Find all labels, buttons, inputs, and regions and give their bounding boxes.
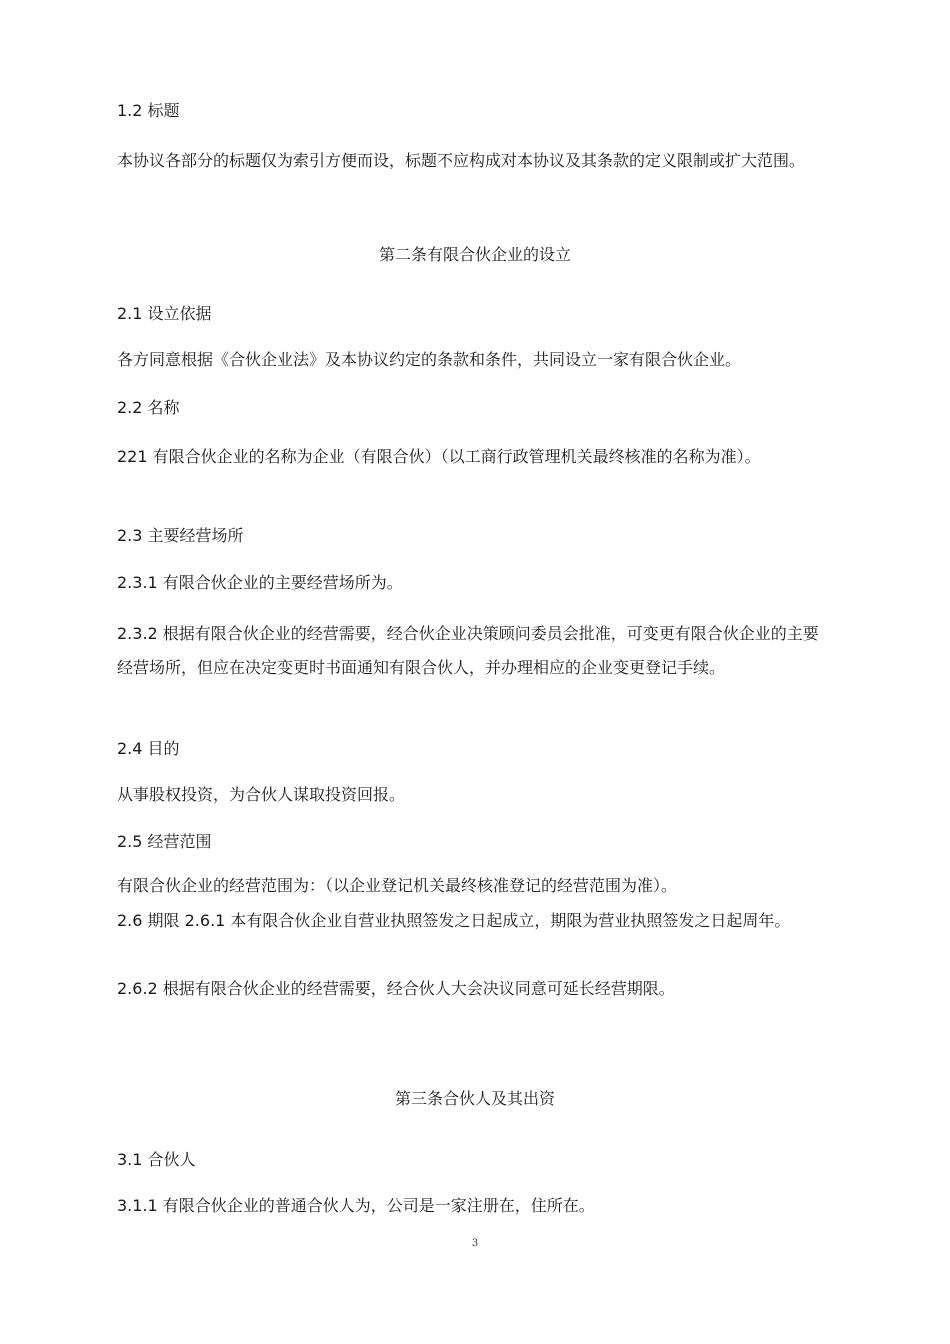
paragraph-business-scope: 有限合伙企业的经营范围为：（以企业登记机关最终核准登记的经营范围为准）。: [117, 876, 678, 895]
paragraph-2-3-1: 2.3.1 有限合伙企业的主要经营场所为。: [117, 573, 403, 592]
paragraph-2-3-2: 2.3.2 根据有限合伙企业的经营需要，经合伙企业决策顾问委员会批准，可变更有限合伙企业的主要经营场所，但应在决定变更时书面通知有限合伙人，并办理相应的企业变更登记手续。: [117, 624, 819, 677]
paragraph-title-clause: 本协议各部分的标题仅为索引方便而设，标题不应构成对本协议及其条款的定义限制或扩大范围。: [117, 151, 806, 170]
section-heading-2-1: 2.1 设立依据: [117, 304, 212, 323]
paragraph-3-1-1: 3.1.1 有限合伙企业的普通合伙人为，公司是一家注册在，住所在。: [117, 1196, 595, 1215]
section-heading-2-4: 2.4 目的: [117, 739, 180, 758]
paragraph-term-2-6-1: 2.6 期限 2.6.1 本有限合伙企业自营业执照签发之日起成立，期限为营业执照签发之日起周年。: [117, 911, 791, 930]
page-number: 3: [471, 1238, 479, 1249]
section-heading-2-2: 2.2 名称: [117, 398, 180, 417]
paragraph-partnership-name: 221 有限合伙企业的名称为企业（有限合伙）（以工商行政管理机关最终核准的名称为准）。: [117, 447, 761, 466]
article-heading-3: 第三条合伙人及其出资: [394, 1089, 555, 1108]
article-heading-2: 第二条有限合伙企业的设立: [378, 245, 571, 264]
section-heading-1-2: 1.2 标题: [117, 101, 180, 120]
section-heading-2-5: 2.5 经营范围: [117, 832, 212, 851]
paragraph-purpose: 从事股权投资，为合伙人谋取投资回报。: [117, 785, 406, 804]
paragraph-2-6-2: 2.6.2 根据有限合伙企业的经营需要，经合伙人大会决议同意可延长经营期限。: [117, 979, 675, 998]
paragraph-establishment-basis: 各方同意根据《合伙企业法》及本协议约定的条款和条件，共同设立一家有限合伙企业。: [117, 350, 742, 369]
section-heading-3-1: 3.1 合伙人: [117, 1150, 196, 1169]
section-heading-2-3: 2.3 主要经营场所: [117, 526, 244, 545]
